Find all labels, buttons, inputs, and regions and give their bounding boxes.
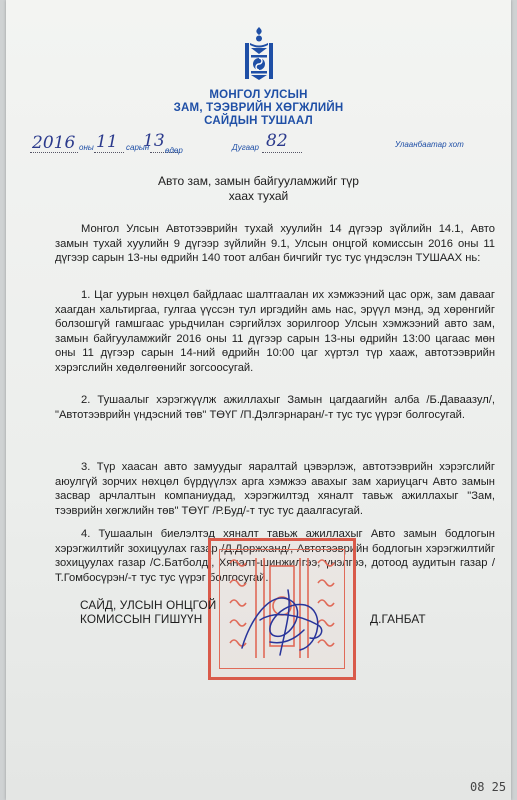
day-suffix: өдөр [165,146,183,155]
order-number: 82 [266,131,288,151]
ministry-header-line2: ЗАМ, ТЭЭВРИЙН ХӨГЖЛИЙН [173,102,344,114]
number-label: Дугаар [232,143,259,152]
clause-1: 1. Цаг уурын нөхцөл байдлаас шалтгаалан их хэмжээний цас орж, зам давааг хаагдан хальтиргаа, гулгаа үүссэн тул иргэдийн амь нас, эрүүл мэнд, эд хөрөнгийг болзошгүй гамшгаас урьдчилан сэргийлэх зорилгоор Улсын хэмжээний авто зам, замын байгууламжийг 2016 оны 11 дүгээр сарын 13-ны өдрийн 13:00 цагаас мөн оны 11 дүгээр сарын 14-ний өдрийн 10:00 цаг хүртэл түр хааж, автотээврийн хэрэгслийн хөдөлгөөнийг зогсоосугай. [55,289,495,374]
ministry-header-line3: САЙДЫН ТУШААЛ [204,115,313,127]
clause-4: 4. Тушаалын биелэлтэд хяналт тавьж ажиллахыг Авто замын бодлогын хэрэгжилтийг зохицуулах газар /Д.Доржханд/, Автотээврийн бодлогын хэрэгжилтийг зохицуулах газар /С.Батболд/, Хяналт-шинжилгээ, үнэлгээ, дотоод аудитын газар /Т.Гомбосүрэн/-т тус тус үүрэг болгосугай. [55,528,495,584]
preamble-paragraph: Монгол Улсын Автотээврийн тухай хуулийн 14 дүгээр зүйлийн 14.1, Авто замын тухай хуулийн 9 дүгээр зүйлийн 9.1, Улсын онцгой комиссын 2016 оны 11 дүгээр сарын 13-ны өдрийн 140 тоот албан бичгийг тус тус үндэслэн ТУШААХ нь: [55,223,495,265]
signer-name: Д.ГАНБАТ [370,612,426,626]
month-dotline [94,152,124,153]
corner-mark: 08 25 [470,780,507,794]
month-suffix: сарын [126,143,150,152]
clause-2: 2. Тушаалыг хэрэгжүүлж ажиллахыг Замын цагдаагийн алба /Б.Даваазул/, "Автотээврийн үндэсний төв" ТӨҮГ /П.Дэлгэрнаран/-т тус тус үүрэг болгосугай. [55,394,495,421]
ministry-header-line1: МОНГОЛ УЛСЫН [209,89,308,101]
signer-title-line2: КОМИССЫН ГИШҮҮН [80,612,203,626]
signer-title-line1: САЙД, УЛСЫН ОНЦГОЙ [80,598,217,612]
date-month: 11 [96,132,118,152]
order-title-line1: Авто зам, замын байгууламжийг түр [158,174,359,188]
number-dotline [262,152,302,153]
city-label: Улаанбаатар хот [395,140,464,149]
order-title-line2: хаах тухай [228,189,289,203]
year-suffix: оны [79,143,94,152]
date-day: 13 [143,131,165,151]
clause-3: 3. Түр хаасан авто замуудыг яаралтай цэвэрлэж, автотээврийн хэрэгслийг аюулгүй зорчих нөхцөл бүрдүүлэх арга хэмжээ авахыг зам хариуцагч Авто замын засвар арчлалтын компаниудад, хэрэгжилтэд хяналт тавьж ажиллахыг "Зам, тээврийн хөгжлийн төв" ТӨҮГ /Р.Буд/-т тус тус даалгасугай. [55,461,495,517]
handwritten-signature [230,570,340,670]
date-year: 2016 [32,133,76,153]
soyombo-emblem-icon [242,26,276,82]
